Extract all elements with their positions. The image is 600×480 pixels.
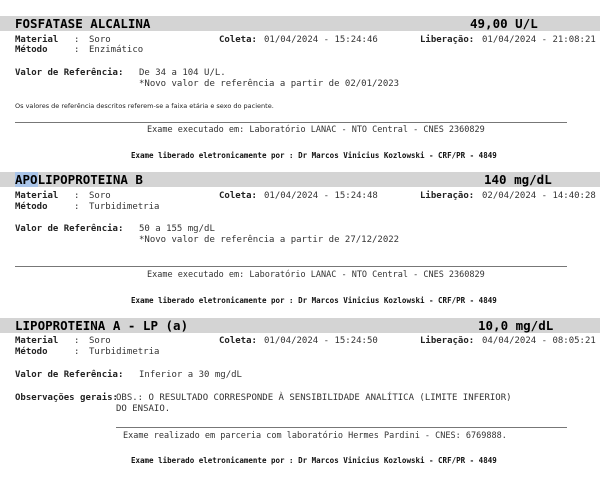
liberacao-value: 01/04/2024 - 21:08:21 — [482, 35, 596, 45]
exam-header-band — [0, 318, 600, 333]
reference-label: Valor de Referência: — [15, 224, 124, 234]
exam-title: LIPOPROTEINA A - LP (a) — [15, 318, 189, 333]
coleta-label: Coleta: — [219, 336, 257, 346]
reference-value: 50 a 155 mg/dL — [139, 224, 215, 234]
coleta-value: 01/04/2024 - 15:24:50 — [264, 336, 378, 346]
executed-at: Exame realizado em parceria com laboratório Hermes Pardini - CNES: 6769888. — [123, 431, 507, 441]
colon: : — [74, 202, 80, 212]
material-label: Material — [15, 191, 59, 201]
metodo-value: Turbidimetria — [89, 347, 160, 357]
reference-footnote: Os valores de referência descritos referem-se a faixa etária e sexo do paciente. — [15, 102, 274, 110]
material-value: Soro — [89, 336, 111, 346]
reference-value: De 34 a 104 U/L. — [139, 68, 226, 78]
coleta-value: 01/04/2024 - 15:24:46 — [264, 35, 378, 45]
reference-label: Valor de Referência: — [15, 68, 124, 78]
material-label: Material — [15, 336, 59, 346]
liberacao-value: 04/04/2024 - 08:05:21 — [482, 336, 596, 346]
material-value: Soro — [89, 35, 111, 45]
metodo-label: Método — [15, 45, 48, 55]
liberacao-label: Liberação: — [420, 191, 475, 201]
material-value: Soro — [89, 191, 111, 201]
released-by: Exame liberado eletronicamente por : Dr Marcos Vinicius Kozlowski - CRF/PR - 4849 — [131, 456, 497, 465]
observations-label: Observações gerais: — [15, 393, 118, 403]
exam-title — [15, 172, 143, 187]
divider — [116, 427, 567, 428]
reference-note: *Novo valor de referência a partir de 02/01/2023 — [139, 79, 400, 89]
liberacao-label: Liberação: — [420, 35, 475, 45]
released-by: Exame liberado eletronicamente por : Dr Marcos Vinicius Kozlowski - CRF/PR - 4849 — [131, 151, 497, 160]
divider — [15, 122, 567, 123]
metodo-value: Turbidimetria — [89, 202, 160, 212]
material-label: Material — [15, 35, 59, 45]
liberacao-label: Liberação: — [420, 336, 475, 346]
colon: : — [74, 45, 80, 55]
coleta-value: 01/04/2024 - 15:24:48 — [264, 191, 378, 201]
exam-result: 49,00 U/L — [470, 16, 538, 31]
reference-value: Inferior a 30 mg/dL — [139, 370, 242, 380]
colon: : — [74, 35, 80, 45]
reference-note: *Novo valor de referência a partir de 27/12/2022 — [139, 235, 400, 245]
observations-text-cont: DO ENSAIO. — [116, 404, 171, 414]
released-by: Exame liberado eletronicamente por : Dr Marcos Vinicius Kozlowski - CRF/PR - 4849 — [131, 296, 497, 305]
exam-result: 140 mg/dL — [484, 172, 552, 187]
metodo-label: Método — [15, 202, 48, 212]
colon: : — [74, 191, 80, 201]
executed-at: Exame executado em: Laboratório LANAC - NTO Central - CNES 2360829 — [147, 125, 485, 135]
coleta-label: Coleta: — [219, 35, 257, 45]
observations-text: OBS.: O RESULTADO CORRESPONDE À SENSIBILIDADE ANALÍTICA (LIMITE INFERIOR) — [116, 393, 512, 403]
exam-header-band — [0, 172, 600, 187]
coleta-label: Coleta: — [219, 191, 257, 201]
title-remainder: LIPOPROTEINA B — [37, 172, 143, 187]
metodo-label: Método — [15, 347, 48, 357]
colon: : — [74, 347, 80, 357]
reference-label: Valor de Referência: — [15, 370, 124, 380]
colon: : — [74, 336, 80, 346]
liberacao-value: 02/04/2024 - 14:40:28 — [482, 191, 596, 201]
divider — [15, 266, 567, 267]
exam-header-band — [0, 16, 600, 31]
title-selection-highlight: APO — [15, 172, 38, 187]
exam-title: FOSFATASE ALCALINA — [15, 16, 151, 31]
metodo-value: Enzimático — [89, 45, 144, 55]
executed-at: Exame executado em: Laboratório LANAC - NTO Central - CNES 2360829 — [147, 270, 485, 280]
exam-result: 10,0 mg/dL — [478, 318, 554, 333]
